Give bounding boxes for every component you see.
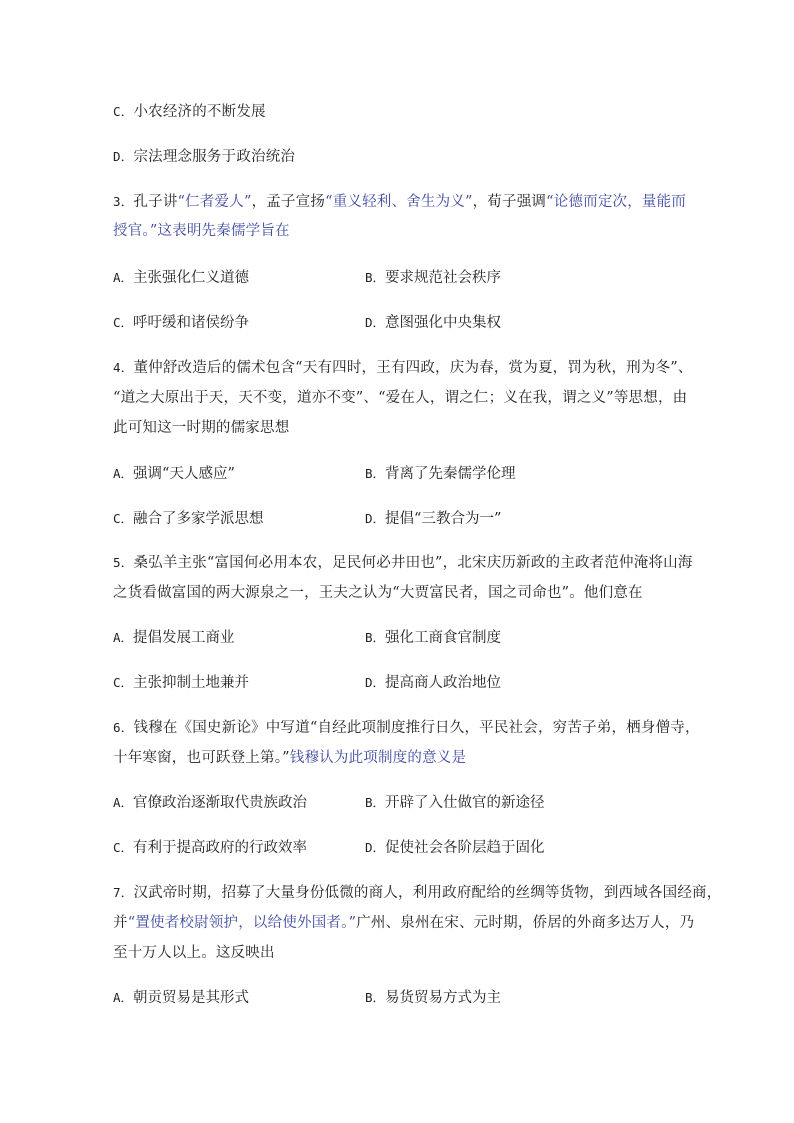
q7-stem-line-2: 并“置使者校尉领护，以给使外国者。”广州、泉州在宋、元时期，侨居的外商多达万人，乃	[113, 915, 695, 931]
q3-option-c: C．呼吁缓和诸侯纷争	[113, 315, 250, 331]
question-number: 6．	[113, 720, 134, 735]
question-number: 5．	[113, 555, 134, 570]
q4-stem-line-2: “道之大原出于天，天不变，道亦不变”、“爱在人，谓之仁；义在我，谓之义”等思想，由	[113, 390, 688, 406]
q4-option-d: D．提倡“三教合为一”	[365, 511, 502, 527]
q5-stem-line-2: 之货看做富国的两大源泉之一，王夫之认为“大贾富民者，国之司命也”。他们意在	[113, 585, 643, 601]
q2-option-d: D．宗法理念服务于政治统治	[113, 149, 296, 165]
q6-stem-line-2: 十年寒窗，也可跃登上第。”钱穆认为此项制度的意义是	[113, 750, 467, 766]
q3-option-b: B．要求规范社会秩序	[365, 270, 502, 286]
q6-option-b: B．开辟了入仕做官的新途径	[365, 795, 545, 811]
q5-option-c: C．主张抑制土地兼并	[113, 675, 250, 691]
q4-option-a: A．强调“天人感应”	[113, 466, 235, 482]
q3-option-d: D．意图强化中央集权	[365, 315, 502, 331]
q7-option-b: B．易货贸易方式为主	[365, 990, 502, 1006]
q5-option-d: D．提高商人政治地位	[365, 675, 502, 691]
question-number: 7．	[113, 885, 134, 900]
q5-option-b: B．强化工商食官制度	[365, 630, 502, 646]
q2-option-c: C．小农经济的不断发展	[113, 104, 266, 120]
q4-stem-line-1: 4．董仲舒改造后的儒术包含“天有四时，王有四政，庆为春，赏为夏，罚为秋，刑为冬”、	[113, 360, 693, 376]
q3-stem-line-1: 3．孔子讲“仁者爱人”，孟子宣扬“重义轻利、舍生为义”，荀子强调“论德而定次，量能而	[113, 194, 687, 210]
q4-option-c: C．融合了多家学派思想	[113, 511, 264, 527]
q4-option-b: B．背离了先秦儒学伦理	[365, 466, 516, 482]
q6-option-c: C．有利于提高政府的行政效率	[113, 840, 308, 856]
q6-stem-line-1: 6．钱穆在《国史新论》中写道“自经此项制度推行日久，平民社会，穷苦子弟，栖身僧寺，	[113, 720, 700, 736]
question-number: 4．	[113, 360, 134, 375]
q5-stem-line-1: 5．桑弘羊主张“富国何必用本农，足民何必井田也”，北宋庆历新政的主政者范仲淹将山海	[113, 555, 693, 571]
q6-option-d: D．促使社会各阶层趋于固化	[365, 840, 545, 856]
q3-stem-line-2: 授官。”这表明先秦儒学旨在	[113, 223, 290, 239]
question-number: 3．	[113, 194, 134, 209]
q3-option-a: A．主张强化仁义道德	[113, 270, 250, 286]
q7-stem-line-3: 至十万人以上。这反映出	[113, 945, 275, 961]
q7-option-a: A．朝贡贸易是其形式	[113, 990, 250, 1006]
q4-stem-line-3: 此可知这一时期的儒家思想	[113, 420, 290, 436]
q6-option-a: A．官僚政治逐渐取代贵族政治	[113, 795, 308, 811]
q7-stem-line-1: 7．汉武帝时期，招募了大量身份低微的商人，利用政府配给的丝绸等货物，到西域各国经商，	[113, 885, 722, 901]
q5-option-a: A．提倡发展工商业	[113, 630, 235, 646]
